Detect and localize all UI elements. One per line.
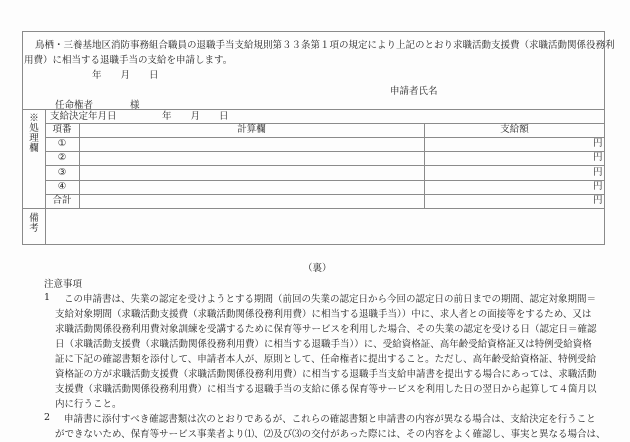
- remarks-field[interactable]: [46, 209, 604, 244]
- back-side-title: （裏）: [303, 263, 332, 274]
- note-1-line: 証に下記の確認書類を添付して、申請者本人が、原則として、任命権者に提出すること。ただし、高年齢受給資格証、特例受給: [55, 354, 597, 365]
- yen-unit-3: 円: [593, 167, 603, 178]
- appointer-label: 任命権者: [55, 100, 94, 111]
- note-2-number: 2: [44, 412, 51, 423]
- note-1-number: 1: [44, 292, 51, 303]
- amount-field-2[interactable]: [425, 151, 595, 165]
- declaration-text-line1: 鳥栖・三養基地区消防事務組合職員の退職手当支給規則第３３条第１項の規定により上記のとおり求職活動支援費（求職活動関係役務利: [35, 40, 615, 51]
- row-item-1: ①: [57, 138, 67, 149]
- processing-section-label: ※処理欄: [29, 113, 39, 154]
- column-header-item: 項番: [52, 124, 72, 135]
- yen-unit-4: 円: [593, 181, 603, 192]
- note-1-line: 支給対象期間（求職活動支援費（求職活動関係役務利用費）に相当する退職手当））中に、求人者との面接等をするため、又は: [55, 309, 592, 320]
- calc-field-4[interactable]: [80, 180, 423, 194]
- calc-field-2[interactable]: [80, 151, 423, 165]
- note-1-line: 内に行うこと。: [55, 399, 122, 410]
- note-1-line: 日（求職活動支援費（求職活動関係役務利用費）に相当する退職手当））に、受給資格証、高年齢受給資格証又は特例受給資格: [55, 339, 592, 350]
- calc-field-3[interactable]: [80, 166, 423, 180]
- row-item-total: 合計: [52, 195, 72, 206]
- amount-field-3[interactable]: [425, 166, 595, 180]
- amount-field-1[interactable]: [425, 137, 595, 151]
- calc-field-1[interactable]: [80, 137, 423, 151]
- note-2-line: ができないため、保育等サービス事業者より⑴、⑵及び⑶の交付があった際には、その内容をよく確認し、事実と異なる場合は、: [55, 429, 606, 440]
- decision-date-label: 支給決定年月日: [50, 111, 117, 122]
- note-1-line: この申請書は、失業の認定を受けようとする期間（前回の失業の認定日から今回の認定日の前日までの期間、認定対象期間＝: [64, 294, 597, 305]
- decision-date-field[interactable]: 年 月 日: [162, 111, 229, 122]
- amount-field-4[interactable]: [425, 180, 595, 194]
- row-item-2: ②: [57, 152, 67, 163]
- notes-heading: 注意事項: [44, 279, 83, 290]
- yen-unit-2: 円: [593, 152, 603, 163]
- amount-field-total[interactable]: [425, 194, 595, 208]
- row-item-3: ③: [57, 167, 67, 178]
- note-1-line: 支援費（求職活動関係役務利用費）に相当する退職手当の支給に係る保育等サービスを利用した日の翌日から起算して４箇月以: [55, 384, 597, 395]
- column-header-amount: 支給額: [500, 124, 529, 135]
- note-1-line: 求職活動関係役務利用費対象訓練を受講するために保育等サービスを利用した場合、その失業の認定を受ける日（認定日＝確認: [55, 324, 597, 335]
- application-date-field[interactable]: 年 月 日: [92, 70, 159, 81]
- remarks-label: 備考: [29, 213, 39, 234]
- calc-field-total[interactable]: [80, 194, 423, 208]
- yen-unit-1: 円: [593, 138, 603, 149]
- column-header-calculation: 計算欄: [237, 124, 266, 135]
- declaration-text-line2: 用費）に相当する退職手当の支給を申請します。: [24, 55, 233, 66]
- yen-unit-total: 円: [593, 195, 603, 206]
- applicant-name-label: 申請者氏名: [390, 86, 438, 97]
- note-1-line: 資格証の方が求職活動支援費（求職活動関係役務利用費）に相当する退職手当支給申請書を提出する場合にあっては、求職活動: [55, 369, 597, 380]
- row-item-4: ④: [57, 181, 67, 192]
- note-2-line: 申請書に添付すべき確認書類は次のとおりであるが、これらの確認書類と申請書の内容が異なる場合は、支給決定を行うこと: [64, 414, 596, 425]
- appointer-suffix: 様: [130, 100, 140, 111]
